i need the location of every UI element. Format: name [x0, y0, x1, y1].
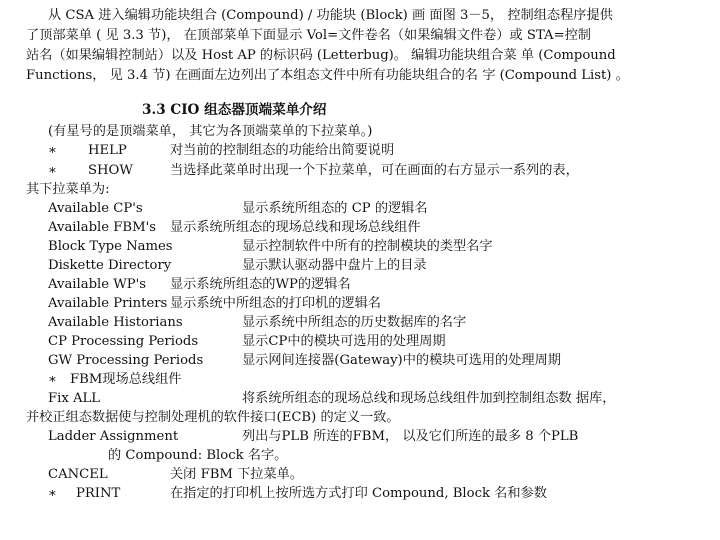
print-desc: 在指定的打印机上按所选方式打印 Compound, Block 名和参数: [170, 486, 547, 501]
ladder-term: Ladder Assignment: [48, 429, 179, 444]
print-term: PRINT: [76, 486, 121, 501]
show-item-term: Block Type Names: [48, 239, 173, 254]
fbm-star: ∗: [48, 372, 57, 387]
show-item-desc: 显示系统所组态的 CP 的逻辑名: [242, 201, 428, 216]
show-star: ∗: [48, 163, 57, 178]
show-item-term: Available Historians: [48, 315, 183, 330]
show-item-term: Available WP's: [48, 277, 147, 292]
fix-all-continuation: 并校正组态数据使与控制处理机的软件接口(ECB) 的定义一致。: [26, 410, 400, 425]
help-star: ∗: [48, 143, 57, 158]
ladder-desc: 列出与PLB 所连的FBM， 以及它们所连的最多 8 个PLB: [242, 429, 579, 444]
menu-note: (有星号的是顶端菜单， 其它为各顶端菜单的下拉菜单。): [48, 124, 373, 139]
show-item-term: GW Processing Periods: [48, 353, 204, 368]
help-desc: 对当前的控制组态的功能给出简要说明: [170, 143, 395, 158]
show-item-term: Available FBM's: [48, 220, 156, 235]
intro-line-4: Functions， 见 3.4 节) 在画面左边列出了本组态文件中所有功能块组合的名 字 (Compound List) 。: [26, 68, 629, 83]
fix-all-term: Fix ALL: [48, 391, 101, 406]
show-term: SHOW: [88, 163, 133, 178]
show-item-desc: 显示CP中的模块可选用的处理周期: [242, 334, 446, 349]
show-continuation: 其下拉菜单为:: [26, 182, 110, 197]
show-item-desc: 显示控制软件中所有的控制模块的类型名字: [242, 239, 493, 254]
fbm-term: FBM现场总线组件: [70, 372, 182, 387]
print-star: ∗: [48, 486, 57, 501]
section-heading: 3.3 CIO 组态器顶端菜单介绍: [142, 102, 327, 118]
show-desc: 当选择此菜单时出现一个下拉菜单，可在画面的右方显示一系列的表，: [170, 163, 579, 178]
intro-line-1: 从 CSA 进入编辑功能块组合 (Compound) / 功能块 (Block) 画 面图 3－5， 控制组态程序提供: [48, 8, 613, 23]
show-item-desc: 显示系统所组态的现场总线和现场总线组件: [170, 220, 421, 235]
show-item-desc: 显示默认驱动器中盘片上的目录: [242, 258, 427, 273]
show-item-term: CP Processing Periods: [48, 334, 199, 349]
fix-all-desc: 将系统所组态的现场总线和现场总线组件加到控制组态数 据库，: [242, 391, 616, 406]
help-term: HELP: [88, 143, 127, 158]
intro-line-3: 站名（如果编辑控制站）以及 Host AP 的标识码 (Letterbug)。 编辑功能块组合菜 单 (Compound: [26, 48, 616, 63]
show-item-desc: 显示系统中所组态的历史数据库的名字: [242, 315, 467, 330]
show-item-desc: 显示系统中所组态的打印机的逻辑名: [170, 296, 381, 311]
cancel-term: CANCEL: [48, 467, 108, 482]
ladder-continuation: 的 Compound: Block 名字。: [108, 448, 288, 463]
show-item-term: Available Printers: [48, 296, 168, 311]
show-item-desc: 显示系统所组态的WP的逻辑名: [170, 277, 351, 292]
show-item-term: Diskette Directory: [48, 258, 172, 273]
cancel-desc: 关闭 FBM 下拉菜单。: [170, 467, 304, 482]
intro-line-2: 了顶部菜单 ( 见 3.3 节)， 在顶部菜单下面显示 Vol=文件卷名（如果编辑文件卷）或 STA=控制: [26, 28, 591, 43]
show-item-desc: 显示网间连接器(Gateway)中的模块可选用的处理周期: [242, 353, 561, 368]
show-item-term: Available CP's: [48, 201, 143, 216]
